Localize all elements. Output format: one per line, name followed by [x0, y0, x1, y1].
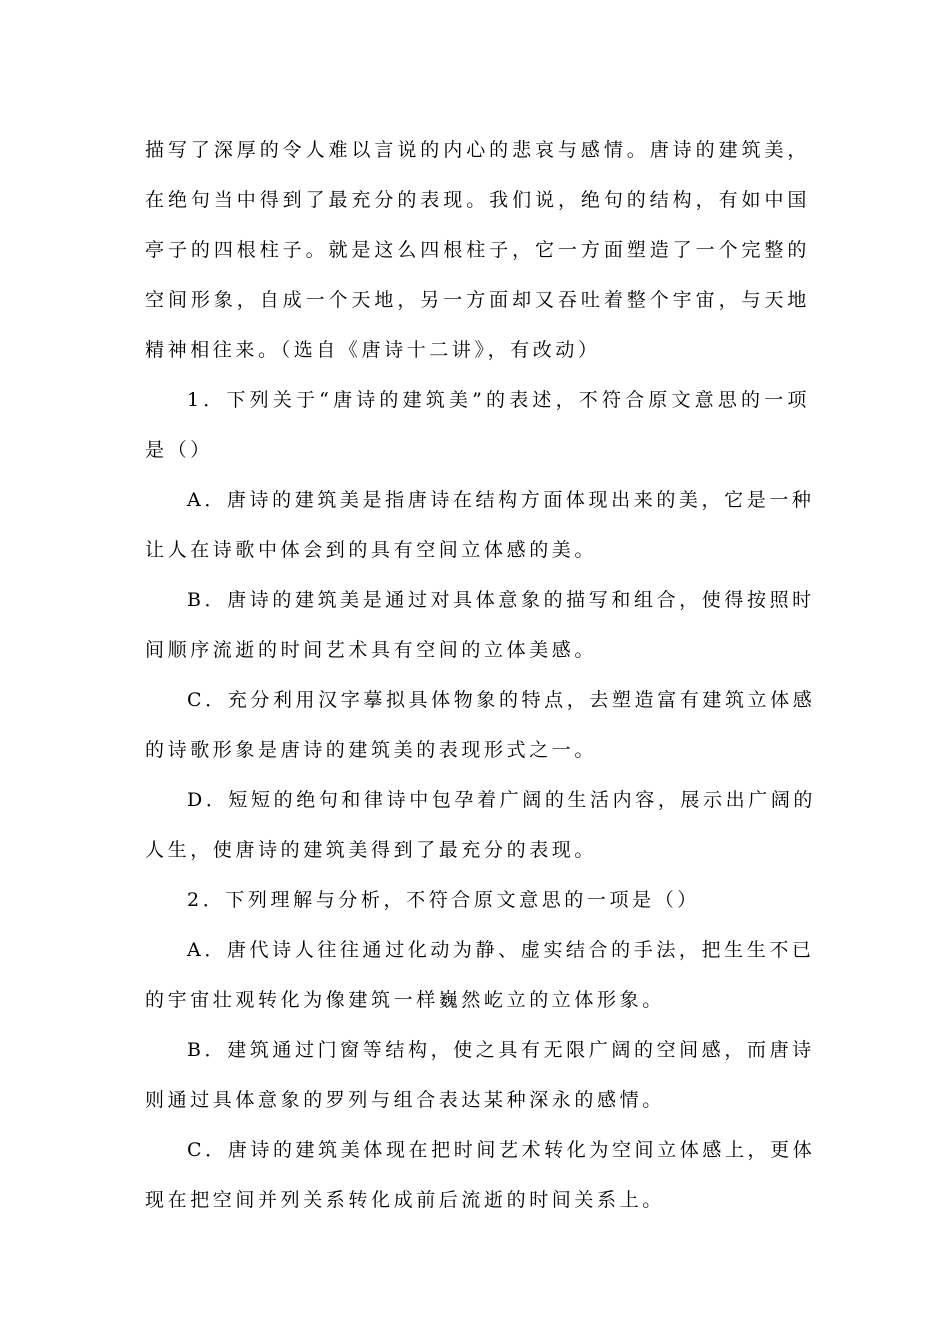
question-1-option-a-cont: 让人在诗歌中体会到的具有空间立体感的美。 — [145, 539, 598, 561]
question-1-option-c-cont: 的诗歌形象是唐诗的建筑美的表现形式之一。 — [145, 739, 598, 761]
question-1-stem-cont: 是（） — [145, 439, 213, 461]
paragraph-line: 精神相往来。（选自《唐诗十二讲》，有改动） — [145, 339, 601, 361]
paragraph-line: 亭子的四根柱子。就是这么四根柱子，它一方面塑造了一个完整的 — [145, 239, 810, 261]
question-2-option-c-cont: 现在把空间并列关系转化成前后流逝的时间关系上。 — [145, 1189, 665, 1211]
question-1-option-b-cont: 间顺序流逝的时间艺术具有空间的立体美感。 — [145, 639, 598, 661]
question-2-option-a: A．唐代诗人往往通过化动为静、虚实结合的手法，把生生不已 — [187, 939, 815, 961]
paragraph-line: 空间形象，自成一个天地，另一方面却又吞吐着整个宇宙，与天地 — [145, 289, 810, 311]
question-2-stem: 2．下列理解与分析，不符合原文意思的一项是（） — [187, 889, 700, 911]
question-1-option-d-cont: 人生，使唐诗的建筑美得到了最充分的表现。 — [145, 839, 598, 861]
question-2-option-b-cont: 则通过具体意象的罗列与组合表达某种深永的感情。 — [145, 1089, 665, 1111]
paragraph-line: 描写了深厚的令人难以言说的内心的悲哀与感情。唐诗的建筑美， — [145, 139, 810, 161]
question-1-option-c: C．充分利用汉字摹拟具体物象的特点，去塑造富有建筑立体感 — [187, 689, 816, 711]
question-1-option-d: D．短短的绝句和律诗中包孕着广阔的生活内容，展示出广阔的 — [187, 789, 817, 811]
question-2-option-a-cont: 的宇宙壮观转化为像建筑一样巍然屹立的立体形象。 — [145, 989, 665, 1011]
question-1-option-a: A．唐诗的建筑美是指唐诗在结构方面体现出来的美，它是一种 — [187, 489, 815, 511]
paragraph-line: 在绝句当中得到了最充分的表现。我们说，绝句的结构，有如中国 — [145, 189, 810, 211]
question-2-option-c: C．唐诗的建筑美体现在把时间艺术转化为空间立体感上，更体 — [187, 1139, 816, 1161]
question-1-option-b: B．唐诗的建筑美是通过对具体意象的描写和组合，使得按照时 — [187, 589, 815, 611]
question-2-option-b: B．建筑通过门窗等结构，使之具有无限广阔的空间感，而唐诗 — [187, 1039, 815, 1061]
question-1-stem: 1．下列关于“唐诗的建筑美”的表述，不符合原文意思的一项 — [187, 389, 810, 411]
